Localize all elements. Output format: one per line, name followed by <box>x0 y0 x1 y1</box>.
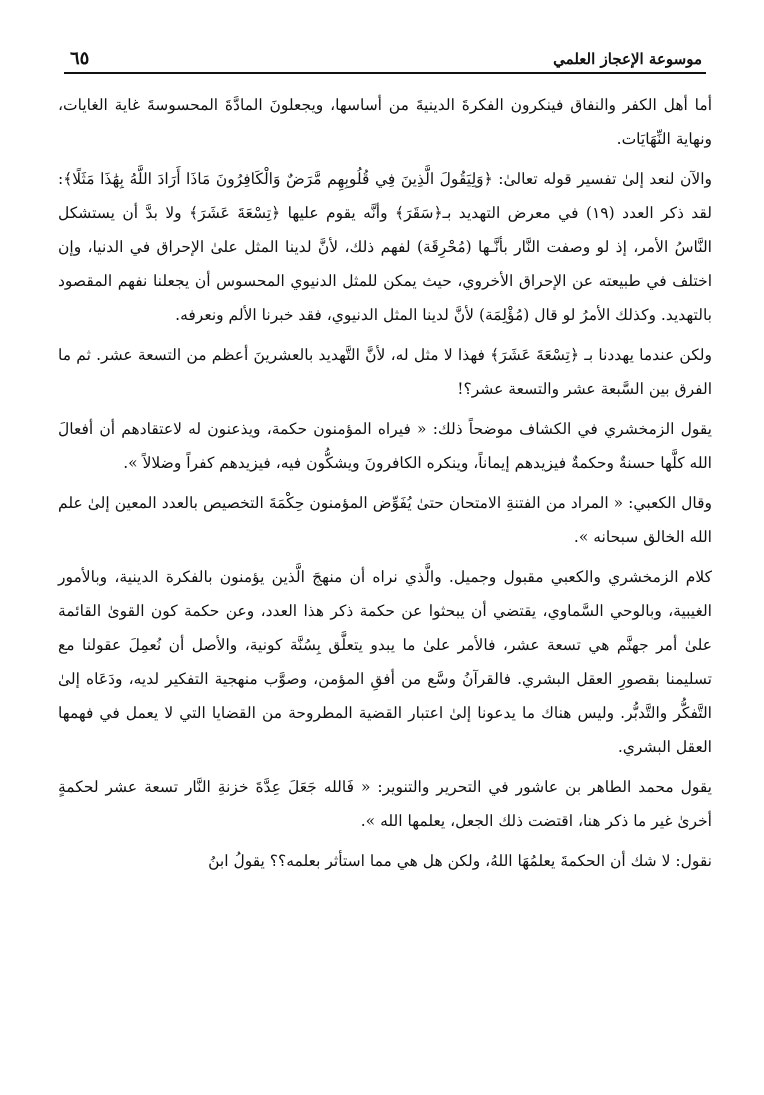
paragraph: ولكن عندما يهددنا بـ ﴿تِسْعَةَ عَشَرَ﴾ فهذا لا مثل له، لأنَّ التَّهديد بالعشرينَ أعظم من التسعة عشر. ثم ما الفرق بين السَّبعة عشر والتسعة عشر؟! <box>58 346 712 398</box>
paragraph: نقول: لا شك أن الحكمةَ يعلمُهَا اللهُ، ولكن هل هي مما استأثر بعلمه؟؟ يقولُ ابنُ <box>208 852 712 870</box>
paragraph: يقول الزمخشري في الكشاف موضحاً ذلك: « فيراه المؤمنون حكمة، ويذعنون له لاعتقادهم أن أفعالَ الله كلَّها حسنةٌ وحكمةٌ فيزيدهم إيماناً، وينكره الكافرونَ ويشكُّون فيه، فيزيدهم كفراً وضلالاً ». <box>58 420 712 472</box>
book-title: موسوعة الإعجاز العلمي <box>553 50 702 68</box>
page-header <box>60 44 710 74</box>
paragraph: كلام الزمخشري والكعبي مقبول وجميل. والَّذي نراه أن منهجَ الَّذين يؤمنون بالفكرة الدينية، وبالأمور الغيبية، وبالوحي السَّماوي، يقتضي أن يبحثوا عن حكمة ذكر هذا العدد، وعن حكمة كون القوىٰ القائمة علىٰ أمر جهنَّم هي تسعة عشر، فالأمر علىٰ ما يبدو يتعلَّق بِسُنَّة كونية، والأصل أن نُعمِلَ عقولنا مع تسليمنا بقصورِ العقل البشري. فالقرآنُ وسَّع من أفقِ المؤمن، وصوَّب منهجية التفكير لديه، ودَعَاه إلىٰ التَّفكُّر والتَّدبُّر. وليس هناك ما يدعونا إلىٰ اعتبار القضية المطروحة من القضايا التي لا يعمل في فهمها العقل البشري. <box>58 568 712 756</box>
page-body <box>58 88 712 878</box>
paragraph: وقال الكعبي: « المراد من الفتنةِ الامتحان حتىٰ يُفَوِّض المؤمنون حِكْمَةَ التخصيص بالعدد المعين إلىٰ علم الله الخالق سبحانه ». <box>58 494 712 546</box>
header-rule <box>64 72 706 74</box>
paragraph: أما أهل الكفر والنفاق فينكرون الفكرةَ الدينيةَ من أساسها، ويجعلونَ المادَّةَ المحسوسةَ غاية الغايات، ونهاية النِّهَايَات. <box>58 96 712 148</box>
page-number: ٦٥ <box>70 48 90 69</box>
paragraph: يقول محمد الطاهر بن عاشور في التحرير والتنوير: « فَالله جَعَلَ عِدَّةَ خزنةِ النَّار تسعة عشر لحكمةٍ أخرىٰ غير ما ذكر هنا، اقتضت ذلك الجعل، يعلمها الله ». <box>58 778 712 830</box>
paragraph: والآن لنعد إلىٰ تفسير قوله تعالىٰ: ﴿وَلِيَقُولَ الَّذِينَ فِي قُلُوبِهِم مَّرَضٌ وَالْكَافِرُونَ مَاذَا أَرَادَ اللَّهُ بِهَٰذَا مَثَلًا﴾: لقد ذكر العدد (١٩) في معرض التهديد بـ﴿سَقَرَ﴾ وأنَّه يقوم عليها ﴿تِسْعَةَ عَشَرَ﴾ ولا بدَّ أن يستشكل النَّاسُ الأمر، إذ لو وصفت النَّار بأنَّـها (مُحْرِقَة) لفهم ذلك، لأنَّ لدينا المثل علىٰ الإحراق في الدنيا، وإن اختلف في طبيعته عن الإحراق الأخروي، حيث يمكن للمثل الدنيوي المحسوس أن يجعلنا نفهم المقصود بالتهديد. وكذلك الأمرُ لو قال (مُؤْلِمَة) لأنَّ لدينا المثل الدنيوي، فقد خبرنا الألم ونعرفه. <box>58 170 712 324</box>
